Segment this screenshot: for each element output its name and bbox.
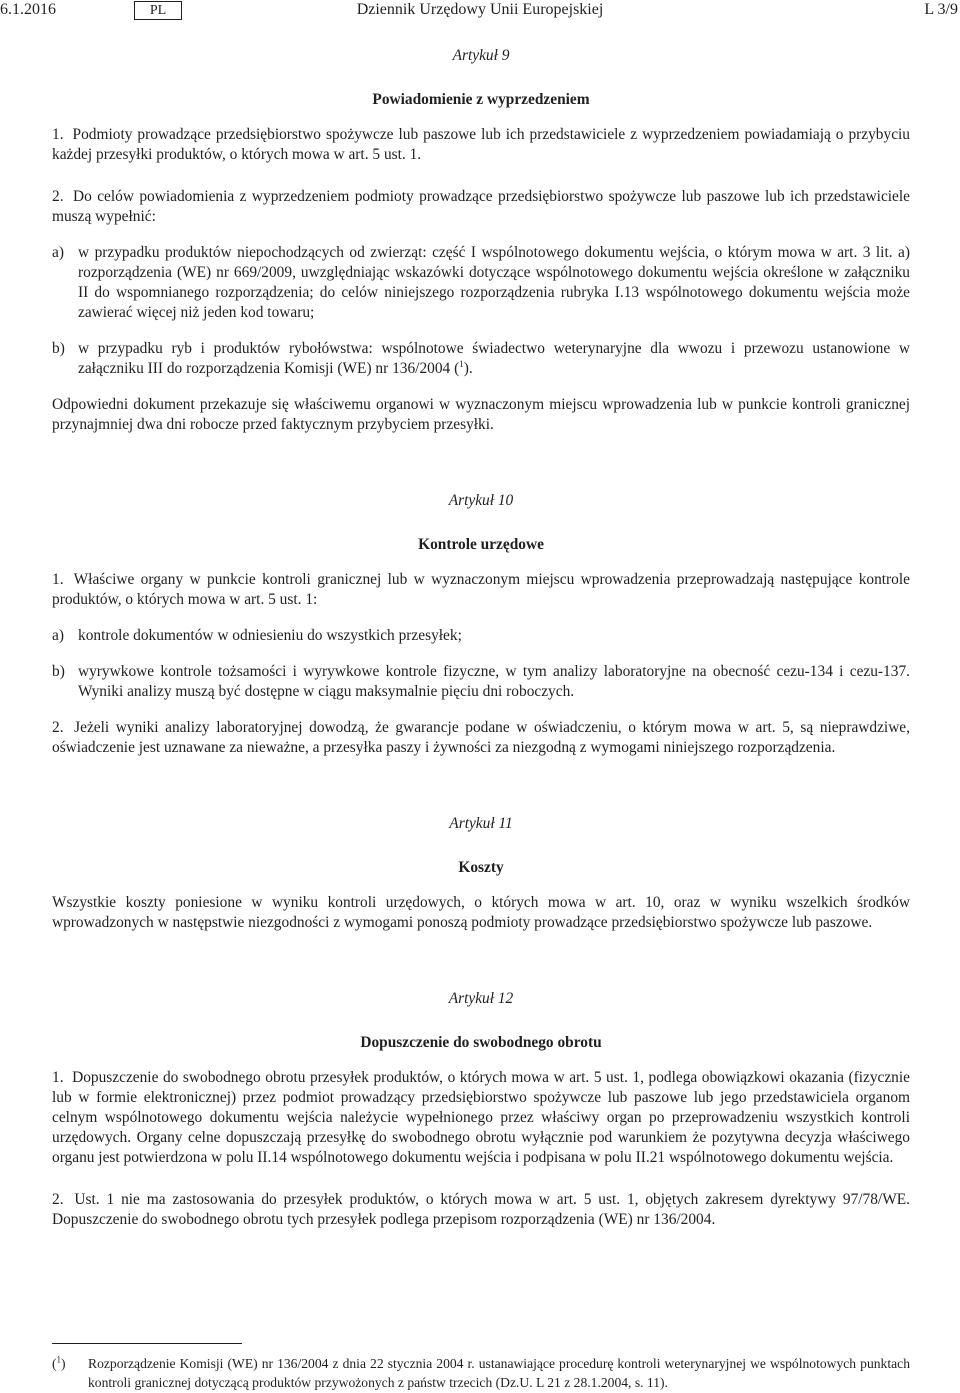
article-11-paragraph-1: Wszystkie koszty poniesione w wyniku kontroli urzędowych, o których mowa w art. 10, oraz w wyniku wszelkich środków wprowadzonych w następstwie niezgodności z wymogami ponoszą podmioty prowadzące przedsiębiorstwo spożywcze lub paszowe. — [52, 894, 910, 931]
article-10-number: Artykuł 10 — [448, 492, 514, 509]
article-9-paragraph-1: 1. Podmioty prowadzące przedsiębiorstwo spożywcze lub paszowe lub ich przedstawiciele z wyprzedzeniem powiadamiają o przybyciu każdej przesyłki produktów, o których mowa w art. 5 ust. 1. — [52, 126, 911, 163]
article-9-item-b: b) w przypadku ryb i produktów rybołówstwa: wspólnotowe świadectwo weterynaryjne dla wwozu i przewozu ustanowione w załączniku III do rozporządzenia Komisji (WE) nr 136/2004 ($^1$). — [52, 340, 910, 377]
journal-title: Dziennik Urzędowy Unii Europejskiej — [356, 1, 604, 18]
article-9-item-a: a) w przypadku produktów niepochodzących od zwierząt: część I wspólnotowego dokumentu wejścia, o którym mowa w art. 3 lit. a) rozporządzenia (WE) nr 669/2009, uwzględniając wskazówki dotyczące wspólnotowego dokumentu wejścia określone w załączniku II do wspomnianego rozporządzenia; do celów niniejszego rozporządzenia rubryka I.13 wspólnotowego dokumentu wejścia może zawierać więcej niż jeden kod towaru; — [52, 244, 910, 321]
article-9-title: Powiadomienie z wyprzedzeniem — [372, 91, 590, 108]
language-badge: PL — [134, 1, 182, 20]
article-9-number: Artykuł 9 — [452, 47, 510, 64]
footnote-text: Rozporządzenie Komisji (WE) nr 136/2004 z dnia 22 stycznia 2004 r. ustanawiające procedurę kontroli weterynaryjnej we wspólnotowych punktach kontroli granicznej dotyczącą produktów przywożonych z państw trzecich (Dz.U. L 21 z 28.1.2004, s. 11). — [88, 1356, 910, 1390]
article-12-paragraph-2: 2. Ust. 1 nie ma zastosowania do przesyłek produktów, o których mowa w art. 5 ust. 1, objętych zakresem dyrektywy 97/78/WE. Dopuszczenie do swobodnego obrotu tych przesyłek podlega przepisom rozporządzenia (WE) nr 136/2004. — [52, 1191, 910, 1228]
article-10-paragraph-2: 2. Jeżeli wyniki analizy laboratoryjnej dowodzą, że gwarancje podane w oświadczeniu, o którym mowa w art. 5, są nieprawdziwe, oświadczenie jest uznawane za nieważne, a przesyłka paszy i żywności za niezgodną z wymogami niniejszego rozporządzenia. — [52, 719, 910, 756]
article-10-item-b: b) wyrywkowe kontrole tożsamości i wyrywkowe kontrole fizyczne, w tym analizy laboratoryjne na obecność cezu-134 i cezu-137. Wyniki analizy muszą być dostępne w ciągu maksymalnie pięciu dni roboczych. — [52, 663, 910, 700]
page-header — [0, 0, 960, 22]
article-10-item-a: a) kontrole dokumentów w odniesieniu do wszystkich przesyłek; — [52, 627, 462, 644]
article-9-paragraph-3: Odpowiedni dokument przekazuje się właściwemu organowi w wyznaczonym miejscu wprowadzenia lub w punkcie kontroli granicznej przynajmniej dwa dni robocze przed faktycznym przybyciem przesyłki. — [52, 396, 910, 433]
article-10-paragraph-1: 1. Właściwe organy w punkcie kontroli granicznej lub w wyznaczonym miejscu wprowadzenia przeprowadzają następujące kontrole produktów, o których mowa w art. 5 ust. 1: — [52, 571, 910, 608]
article-10-title: Kontrole urzędowe — [418, 536, 544, 553]
article-12-paragraph-1: 1. Dopuszczenie do swobodnego obrotu przesyłek produktów, o których mowa w art. 5 ust. 1, podlega obowiązkowi okazania (fizycznie lub w formie elektronicznej) przez podmiot prowadzący przedsiębiorstwo spożywcze lub paszowe lub jego przedstawiciela organom celnym wspólnotowego dokumentu wejścia należycie wypełnionego przez właściwy organ po przeprowadzeniu wszystkich kontroli urzędowych. Organy celne dopuszczają przesyłkę do swobodnego obrotu wyłącznie pod warunkiem że pozytywna decyzja właściwego organu jest potwierdzona w polu II.14 wspólnotowego dokumentu wejścia i podpisana w polu II.21 wspólnotowego dokumentu wejścia. — [52, 1069, 910, 1166]
footnote-ref[interactable]: 1 — [459, 358, 464, 369]
page-number: L 3/9 — [924, 1, 958, 18]
footnote-divider — [52, 1343, 242, 1344]
footnote — [52, 1354, 910, 1392]
footnote-marker: ($^1$) — [52, 1354, 66, 1371]
article-11-number: Artykuł 11 — [449, 815, 513, 832]
document-body — [52, 46, 910, 1230]
article-11-title: Koszty — [458, 859, 504, 876]
article-12-title: Dopuszczenie do swobodnego obrotu — [360, 1034, 602, 1051]
article-9-paragraph-2: 2. Do celów powiadomienia z wyprzedzeniem podmioty prowadzące przedsiębiorstwo spożywcze lub paszowe lub ich przedstawiciele muszą wypełnić: — [52, 188, 910, 225]
article-12-number: Artykuł 12 — [448, 990, 514, 1007]
publication-date: 6.1.2016 — [0, 1, 56, 18]
